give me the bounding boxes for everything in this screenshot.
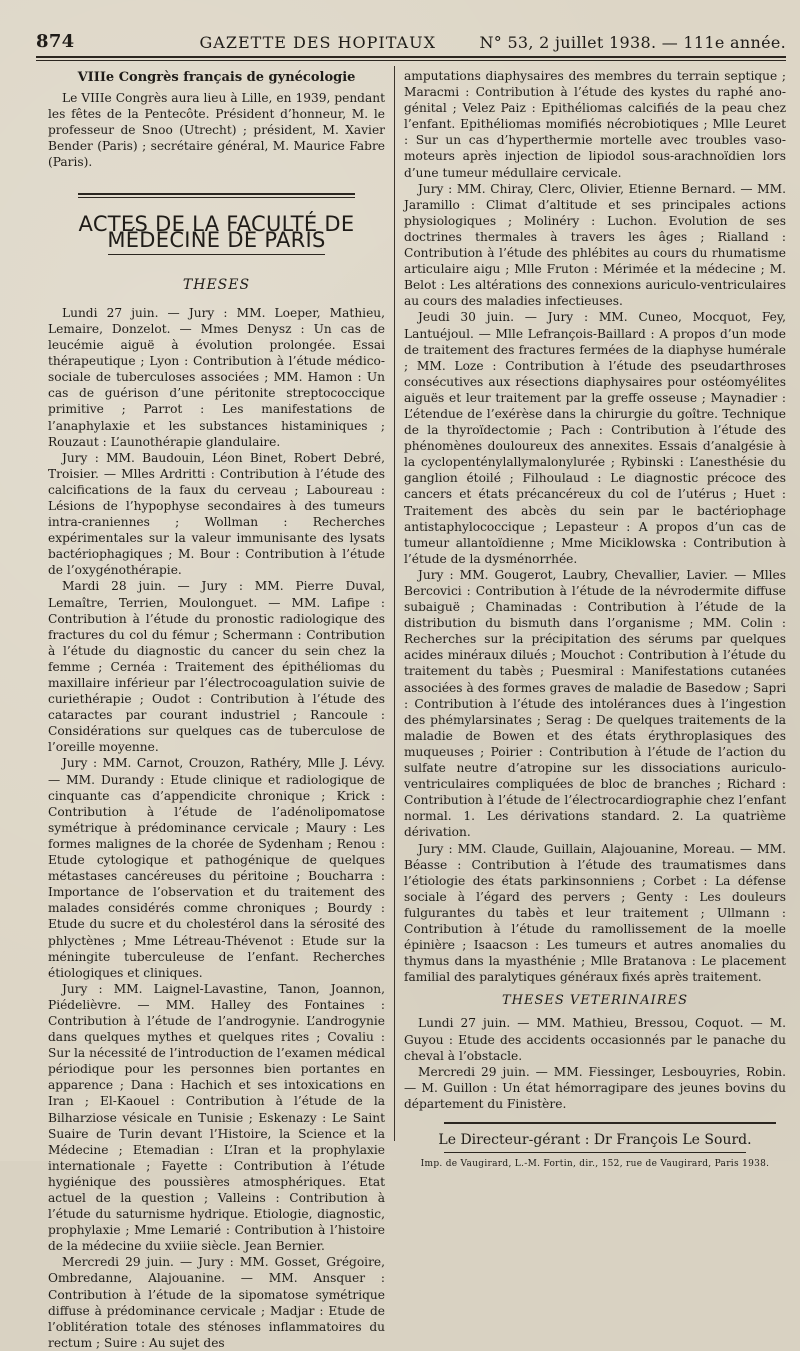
theses-paragraph: Jury : MM. Chiray, Clerc, Olivier, Etienne Bernard. — MM. Jaramillo : Climat d’altitude et ses principales actions physiologiques ; Molinéry : Luchon. Evolution de ses doctrines thermales à travers les âges ; Rialland : Contribution à l’étude des phlébites au cours du rhumatisme articulaire aigu ; Mlle Fruton : Mérimée et la médecine ; M. Belot : Les altérations des connexions auriculo-ventriculaires au cours des maladies infectieuses. [404, 181, 786, 309]
running-head [36, 18, 786, 52]
header-rule [36, 56, 786, 61]
printer-rule [444, 1152, 746, 1153]
veterinary-paragraph: Mercredi 29 juin. — MM. Fiessinger, Lesbouyries, Robin. — M. Guillon : Un état hémorragipare des jeunes bovins du département du Finistère. [404, 1064, 786, 1111]
signature-rule [444, 1122, 776, 1124]
section-rule-thin [108, 254, 325, 255]
actes-heading: ACTES DE LA FACULTÉ DE MÉDECINE DE PARIS [78, 211, 355, 252]
theses-paragraph: Lundi 27 juin. — Jury : MM. Loeper, Mathieu, Lemaire, Donzelot. — Mmes Denysz : Un cas de leucémie aiguë à évolution prolongée. Essai thérapeutique ; Lyon : Contribution à l’étude médico-sociale de tuberculoses associées ; MM. Hamon : Un cas de guérison d’une péritonite streptococcique primitive ; Parrot : Les manifestations de l’anaphylaxie et les substances histaminiques ; Rouzaut : L’aunothérapie glandulaire. [48, 305, 385, 449]
theses-paragraph: amputations diaphysaires des membres du terrain septique ; Maracmi : Contribution à l’étude des kystes du raphé ano-génital ; Velez Paiz : Epithéliomas calcifiés de la peau chez l’enfant. Epithéliomas momifiés nécrobiotiques ; Mlle Leuret : Sur un cas d’hyperthermie mortelle avec troubles vaso-moteurs après injection de lipiodol sous-arachnoïdien lors d’une tumeur médullaire cervicale. [404, 69, 786, 180]
director-signature: Le Directeur-gérant : Dr François Le Sourd. [438, 1132, 752, 1148]
page-number: 874 [36, 31, 75, 52]
veterinary-heading: THESES VETERINAIRES [502, 993, 688, 1009]
right-column [404, 68, 786, 1172]
theses-paragraph: Mardi 28 juin. — Jury : MM. Pierre Duval, Lemaître, Terrien, Moulonguet. — MM. Lafipe : Contribution à l’étude du pronostic radiologique des fractures du col du fémur ; Schermann : Contribution à l’étude du diagnostic du cancer du sein chez la femme ; Cernéa : Traitement des épithéliomas du maxillaire inférieur par l’électrocoagulation suivie de curiethérapie ; Oudot : Contribution à l’étude des cataractes par courant industriel ; Rancoule : Considérations sur quelques cas de tuberculose de l’oreille moyenne. [48, 579, 385, 755]
theses-heading: THESES [182, 276, 251, 293]
veterinary-paragraph: Lundi 27 juin. — MM. Mathieu, Bressou, Coquot. — M. Guyou : Etude des accidents occasionnés par le panache du cheval à l’obstacle. [404, 1016, 786, 1063]
theses-paragraph: Jury : MM. Claude, Guillain, Alajouanine, Moreau. — MM. Béasse : Contribution à l’étude des traumatismes dans l’étiologie des états parkinsonniens ; Corbet : La défense sociale à l’égard des pervers ; Genty : Les douleurs fulgurantes du tabès et leur traitement ; Ullmann : Contribution à l’étude du ramollissement de la moelle épinière ; Isaacson : Les tumeurs et autres anomalies du thymus dans la myasthénie ; Mlle Bratanova : Le placement familial des paralytiques généraux fixés après traitement. [404, 841, 786, 985]
section-rule [78, 193, 355, 198]
column-divider [394, 66, 395, 1141]
journal-title: GAZETTE DES HOPITAUX [199, 33, 436, 52]
theses-paragraph: Jury : MM. Carnot, Crouzon, Rathéry, Mlle J. Lévy. — MM. Durandy : Etude clinique et radiologique de cinquante cas d’appendicite chronique ; Krick : Contribution à l’étude de l’adénolipomatose symétrique à prédominance cervicale ; Maury : Les formes malignes de la chorée de Sydenham ; Renou : Etude cytologique et pathogénique de quelques métastases cancéreuses du péritoine ; Boucharra : Importance de l’observation et du traitement des malades considérés comme chroniques ; Bourdy : Etude du sucre et du cholestérol dans la sérosité des phlyctènes ; Mme Létreau-Thévenot : Etude sur la méningite tuberculeuse de l’enfant. Recherches étiologiques et cliniques. [48, 756, 385, 980]
left-column [48, 68, 385, 1351]
congress-title: VIIIe Congrès français de gynécologie [77, 70, 356, 85]
theses-paragraph: Mercredi 29 juin. — Jury : MM. Gosset, Grégoire, Ombredanne, Alajouanine. — MM. Ansquer : Contribution à l’étude de la sipomatose symétrique diffuse à prédominance cervicale ; Madjar : Etude de l’oblitération totale des sténoses inflammatoires du rectum ; Suire : Au sujet des [48, 1255, 385, 1350]
issue-info: N° 53, 2 juillet 1938. — 111e année. [479, 33, 786, 52]
congress-text: Le VIIIe Congrès aura lieu à Lille, en 1939, pendant les fêtes de la Pentecôte. Président d’honneur, M. le professeur de Snoo (Utrecht) ; président, M. Xavier Bender (Paris) ; secrétaire général, M. Maurice Fabre (Paris). [48, 91, 385, 170]
theses-paragraph: Jury : MM. Gougerot, Laubry, Chevallier, Lavier. — Mlles Bercovici : Contribution à l’étude de la névrodermite diffuse subaiguë ; Chaminadas : Contribution à l’étude de la distribution du bismuth dans l’organisme ; MM. Colin : Recherches sur la précipitation des sérums par quelques acides minéraux dilués ; Mouchot : Contribution à l’étude du traitement du tabès ; Puesmiral : Manifestations cutanées associées à des formes graves de maladie de Basedow ; Sapri : Contribution à l’étude des intolérances dues à l’ingestion des phémylarsinates ; Serag : De quelques traitements de la maladie de Bowen et des états érythroplasiques des muqueuses ; Poirier : Contribution à l’étude de l’action du sulfate neutre d’atropine sur les dissociations auriculo-ventriculaires compliquées de bloc de branches ; Richard : Contribution à l’étude de l’électrocardiographie chez l’enfant normal. 1. Les dérivations standard. 2. La quatrième dérivation. [404, 567, 786, 840]
theses-paragraph: Jeudi 30 juin. — Jury : MM. Cuneo, Mocquot, Fey, Lantuéjoul. — Mlle Lefrançois-Baillard : A propos d’un mode de traitement des fractures fermées de la diaphyse humérale ; MM. Loze : Contribution à l’étude des pseudarthroses consécutives aux résections diaphysaires pour ostéomyélites aiguës et leur traitement par la greffe osseuse ; Maynadier : L’étendue de l’exérèse dans la chirurgie du goître. Technique de la thyroïdectomie ; Pach : Contribution à l’étude des phénomènes douloureux des annexites. Essais d’analgésie à la cyclopenténylallymalonylurée ; Rybinski : L’anesthésie du ganglion étoilé ; Filhoulaud : Le diagnostic précoce des cancers et états précancéreux du col de l’utérus ; Huet : Traitement des abcès du sein par le bactériophage antistaphylococcique ; Lepasteur : A propos d’un cas de tumeur allantoïdienne ; Mme Miciklowska : Contribution à l’étude de la dysménorrhée. [404, 310, 786, 566]
printer-imprint: Imp. de Vaugirard, L.-M. Fortin, dir., 152, rue de Vaugirard, Paris 1938. [420, 1159, 770, 1170]
theses-paragraph: Jury : MM. Baudouin, Léon Binet, Robert Debré, Troisier. — Mlles Ardritti : Contribution à l’étude des calcifications de la faux du cerveau ; Laboureau : Lésions de l’hypophyse secondaires à des tumeurs intra-craniennes ; Wollman : Recherches expérimentales sur la valeur immunisante des lysats bactériophagiques ; M. Bour : Contribution à l’étude de l’oxygénothérapie. [48, 450, 385, 578]
theses-paragraph: Jury : MM. Laignel-Lavastine, Tanon, Joannon, Piédelièvre. — MM. Halley des Fontaines : Contribution à l’étude de l’androgynie. L’androgynie dans quelques mythes et quelques rites ; Covaliu : Sur la nécessité de l’introduction de l’examen médical périodique pour les personnes bien portantes en apparence ; Dana : Hachich et ses intoxications en Iran ; El-Kaouel : Contribution à l’étude de la Bilharziose vésicale en Tunisie ; Eskenazy : Le Saint Suaire de Turin devant l’Histoire, la Science et la Médecine ; Etemadian : L’Iran et la prophylaxie internationale ; Fayette : Contribution à l’étude hygiénique des poussières atmosphériques. Etat actuel de la question ; Valleins : Contribution à l’étude du saturnisme hydrique. Etiologie, diagnostic, prophylaxie ; Mme Lemarié : Contribution à l’histoire de la médecine du xviiie siècle. Jean Bernier. [48, 981, 385, 1254]
